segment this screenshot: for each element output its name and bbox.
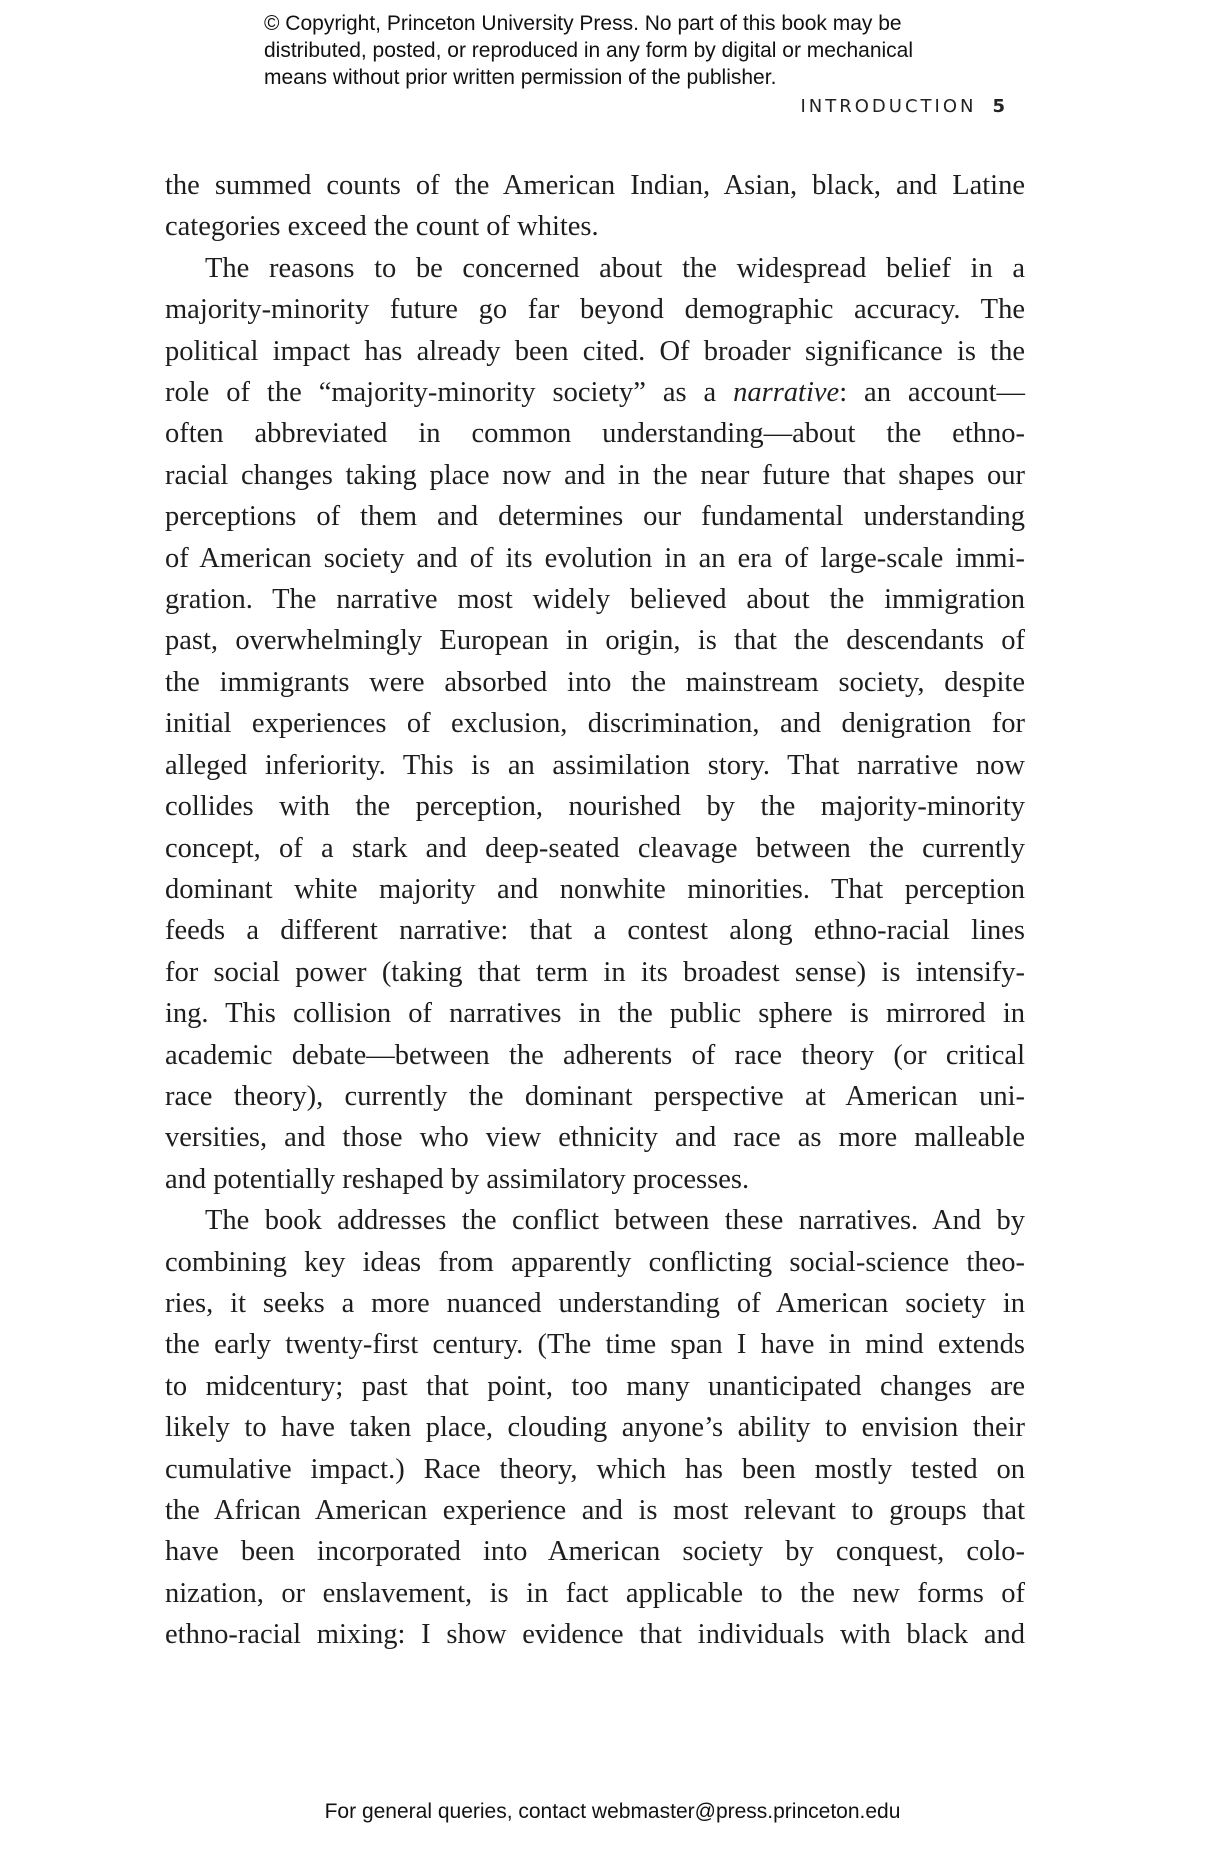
text-line: academic debate—between the adherents of race theory (or critical [165,1039,1025,1071]
text-line: majority-minority future go far beyond demographic accuracy. The [165,294,1025,326]
text-line: have been incorporated into American society by conquest, colo- [165,1536,1025,1568]
text-line: nization, or enslavement, is in fact applicable to the new forms of [165,1577,1025,1609]
text-line: ries, it seeks a more nuanced understanding of American society in [165,1287,1025,1319]
text-line: cumulative impact.) Race theory, which has been mostly tested on [165,1453,1025,1485]
text-line: race theory), currently the dominant perspective at American uni- [165,1080,1025,1112]
page-number: 5 [992,96,1005,117]
text-line: collides with the perception, nourished by the majority-minority [165,791,1025,823]
text-line: of American society and of its evolution in an era of large-scale immi- [165,542,1025,574]
text-line: initial experiences of exclusion, discrimination, and denigration for [165,708,1025,740]
running-head [800,96,1005,117]
text-line: likely to have taken place, clouding anyone’s ability to envision their [165,1412,1025,1444]
text-line: the immigrants were absorbed into the mainstream society, despite [165,666,1025,698]
text-line: feeds a different narrative: that a contest along ethno-racial lines [165,915,1025,947]
text-line: ing. This collision of narratives in the public sphere is mirrored in [165,998,1025,1030]
copyright-line: distributed, posted, or reproduced in any form by digital or mechanical [264,39,914,62]
text-line: for social power (taking that term in its broadest sense) is intensify- [165,956,1025,988]
body-text [165,165,1025,1656]
text-line: and potentially reshaped by assimilatory processes. [165,1163,750,1195]
text-line [165,372,1025,413]
text-line: The reasons to be concerned about the widespread belief in a [205,252,1025,284]
text-line: often abbreviated in common understanding—about the ethno- [165,418,1025,450]
text-line: political impact has already been cited. Of broader significance is the [165,335,1025,367]
text-line: versities, and those who view ethnicity and race as more malleable [165,1122,1025,1154]
footer-contact: For general queries, contact webmaster@press.princeton.edu [324,1800,901,1823]
text-line: gration. The narrative most widely believed about the immigration [165,584,1025,616]
text-line: the African American experience and is most relevant to groups that [165,1495,1025,1526]
text-line: The book addresses the conflict between these narratives. And by [205,1205,1025,1237]
section-title: INTRODUCTION [800,96,977,117]
text-line: racial changes taking place now and in the near future that shapes our [165,459,1025,491]
copyright-line: © Copyright, Princeton University Press. No part of this book may be [264,12,902,35]
text-line: ethno-racial mixing: I show evidence that individuals with black and [165,1619,1025,1651]
copyright-line: means without prior written permission of the publisher. [264,66,777,89]
text-segment: : an account— [839,377,1026,409]
text-line: past, overwhelmingly European in origin, is that the descendants of [165,625,1025,657]
text-line: combining key ideas from apparently conflicting social-science theo- [165,1246,1025,1278]
text-line: dominant white majority and nonwhite minorities. That perception [165,873,1025,905]
italic-term: narrative [733,377,840,409]
text-line: the early twenty-first century. (The time span I have in mind extends [165,1329,1025,1361]
text-line: perceptions of them and determines our fundamental understanding [165,501,1025,533]
text-segment: role of the “majority-minority society” as a [165,377,717,409]
text-line: categories exceed the count of whites. [165,211,599,243]
copyright-notice [264,10,1024,91]
text-line: to midcentury; past that point, too many unanticipated changes are [165,1370,1025,1402]
text-line: the summed counts of the American Indian, Asian, black, and Latine [165,170,1025,201]
text-line: alleged inferiority. This is an assimilation story. That narrative now [165,749,1025,781]
text-line: concept, of a stark and deep-seated cleavage between the currently [165,832,1025,864]
